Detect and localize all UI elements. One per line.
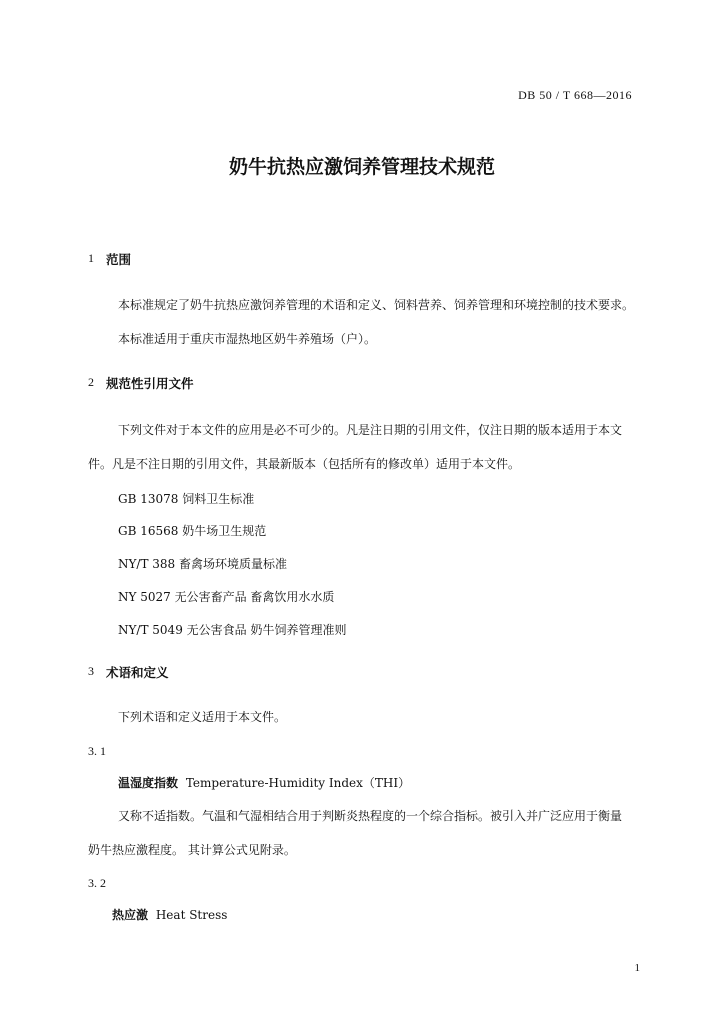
term-entry <box>112 906 227 923</box>
reference-item: NY/T 5049 无公害食品 奶牛饲养管理准则 <box>118 623 347 637</box>
section-title: 规范性引用文件 <box>106 376 194 391</box>
subclause-number: 3. 1 <box>88 744 106 758</box>
section-number: 1 <box>88 251 94 265</box>
document-title: 奶牛抗热应激饲养管理技术规范 <box>228 156 495 178</box>
paragraph: 本标准规定了奶牛抗热应激饲养管理的术语和定义、饲料营养、饲养管理和环境控制的技术要求。 <box>118 298 635 312</box>
term-entry <box>118 774 410 791</box>
term-chinese: 热应激 <box>112 908 149 922</box>
paragraph: 下列术语和定义适用于本文件。 <box>118 710 287 724</box>
term-english: Heat Stress <box>155 908 228 922</box>
reference-item: GB 16568 奶牛场卫生规范 <box>118 524 267 538</box>
section-number: 3 <box>88 664 94 678</box>
term-english: Temperature-Humidity Index（THI） <box>185 776 411 790</box>
subclause-number: 3. 2 <box>88 876 106 890</box>
reference-item: NY/T 388 畜禽场环境质量标准 <box>118 557 288 571</box>
definition-line: 奶牛热应激程度。 其计算公式见附录。 <box>88 843 296 857</box>
paragraph-line: 件。凡是不注日期的引用文件，其最新版本（包括所有的修改单）适用于本文件。 <box>88 457 521 471</box>
paragraph-line: 下列文件对于本文件的应用是必不可少的。凡是注日期的引用文件，仅注日期的版本适用于本文 <box>118 423 623 437</box>
section-title: 范围 <box>106 252 132 267</box>
page-number: 1 <box>634 962 640 974</box>
section-number: 2 <box>88 375 94 389</box>
term-chinese: 温湿度指数 <box>118 776 179 790</box>
reference-item: GB 13078 饲料卫生标准 <box>118 492 255 506</box>
definition-line: 又称不适指数。气温和气湿相结合用于判断炎热程度的一个综合指标。被引入并广泛应用于衡量 <box>118 809 623 823</box>
section-title: 术语和定义 <box>106 665 169 680</box>
paragraph: 本标准适用于重庆市湿热地区奶牛养殖场（户）。 <box>118 332 377 346</box>
reference-item: NY 5027 无公害畜产品 畜禽饮用水水质 <box>118 590 335 604</box>
standard-code: DB 50 / T 668—2016 <box>518 88 632 102</box>
